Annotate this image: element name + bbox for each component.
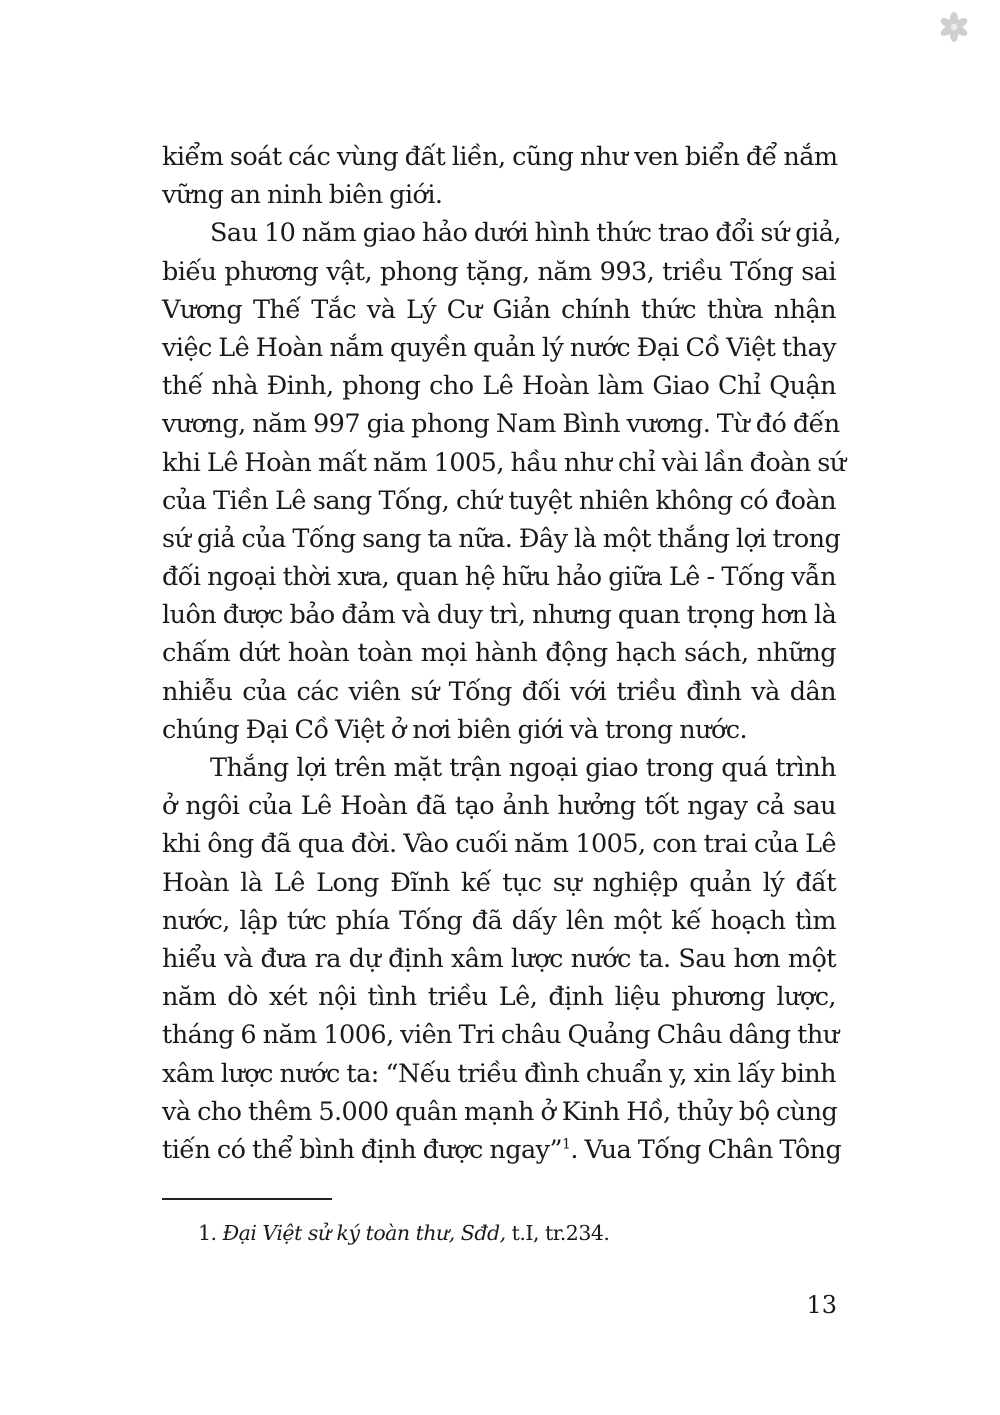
- text-line: thế nhà Đinh, phong cho Lê Hoàn làm Giao Chỉ Quận: [162, 371, 836, 402]
- footnote-number: 1.: [198, 1221, 217, 1245]
- text-line: kiểm soát các vùng đất liền, cũng như ven biển để nắm: [162, 142, 838, 172]
- text-line: đối ngoại thời xưa, quan hệ hữu hảo giữa Lê - Tống vẫn: [162, 562, 836, 593]
- footnote-reference[interactable]: 1: [561, 1136, 571, 1153]
- text-line: nước, lập tức phía Tống đã dấy lên một kế hoạch tìm: [162, 905, 836, 936]
- text-line: Thắng lợi trên mặt trận ngoại giao trong quá trình: [210, 753, 836, 783]
- text-line: việc Lê Hoàn nắm quyền quản lý nước Đại Cồ Việt thay: [162, 332, 837, 363]
- text-line: của Tiền Lê sang Tống, chứ tuyệt nhiên không có đoàn: [162, 485, 836, 516]
- text-line: hiểu và đưa ra dự định xâm lược nước ta. Sau hơn một: [162, 943, 836, 974]
- text-line: biếu phương vật, phong tặng, năm 993, triều Tống sai: [162, 256, 836, 287]
- footnote-divider: [162, 1198, 332, 1200]
- text-line: luôn được bảo đảm và duy trì, nhưng quan trọng hơn là: [162, 600, 837, 631]
- text-line: chấm dứt hoàn toàn mọi hành động hạch sách, những: [162, 638, 836, 669]
- body-text: [162, 138, 846, 1169]
- text-line: vững an ninh biên giới.: [162, 180, 443, 211]
- text-line: chúng Đại Cồ Việt ở nơi biên giới và trong nước.: [162, 714, 748, 745]
- text-line: nhiễu của các viên sứ Tống đối với triều đình và dân: [162, 676, 836, 707]
- text-line: tháng 6 năm 1006, viên Tri châu Quảng Châu dâng thư: [162, 1020, 839, 1051]
- text-line: khi Lê Hoàn mất năm 1005, hầu như chỉ vài lần đoàn sứ: [162, 447, 846, 478]
- text-line: xâm lược nước ta: “Nếu triều đình chuẩn y, xin lấy binh: [162, 1058, 836, 1089]
- text-line: Sau 10 năm giao hảo dưới hình thức trao đổi sứ giả,: [210, 218, 841, 249]
- text-fragment: . Vua Tống Chân Tông: [570, 1134, 842, 1165]
- text-line: vương, năm 997 gia phong Nam Bình vương. Từ đó đến: [162, 409, 840, 440]
- text-line: sứ giả của Tống sang ta nữa. Đây là một thắng lợi trong: [162, 523, 841, 554]
- text-line: Hoàn là Lê Long Đĩnh kế tục sự nghiệp quản lý đất: [162, 867, 836, 898]
- flower-ornament-icon: [939, 12, 969, 42]
- page-number: 13: [806, 1291, 837, 1319]
- text-line: năm dò xét nội tình triều Lê, định liệu phương lược,: [162, 982, 836, 1013]
- text-fragment: tiến có thể bình định được ngay”: [162, 1134, 562, 1165]
- footnote: [198, 1219, 609, 1247]
- footnote-citation: t.I, tr.234.: [505, 1221, 610, 1245]
- text-line: khi ông đã qua đời. Vào cuối năm 1005, con trai của Lê: [162, 829, 836, 860]
- text-line: và cho thêm 5.000 quân mạnh ở Kinh Hồ, thủy bộ cùng: [162, 1096, 838, 1127]
- text-line: [162, 1131, 842, 1169]
- text-line: Vương Thế Tắc và Lý Cư Giản chính thức thừa nhận: [162, 294, 836, 325]
- footnote-source-title: Đại Việt sử ký toàn thư, Sđd,: [222, 1221, 506, 1245]
- text-line: ở ngôi của Lê Hoàn đã tạo ảnh hưởng tốt ngay cả sau: [162, 791, 836, 822]
